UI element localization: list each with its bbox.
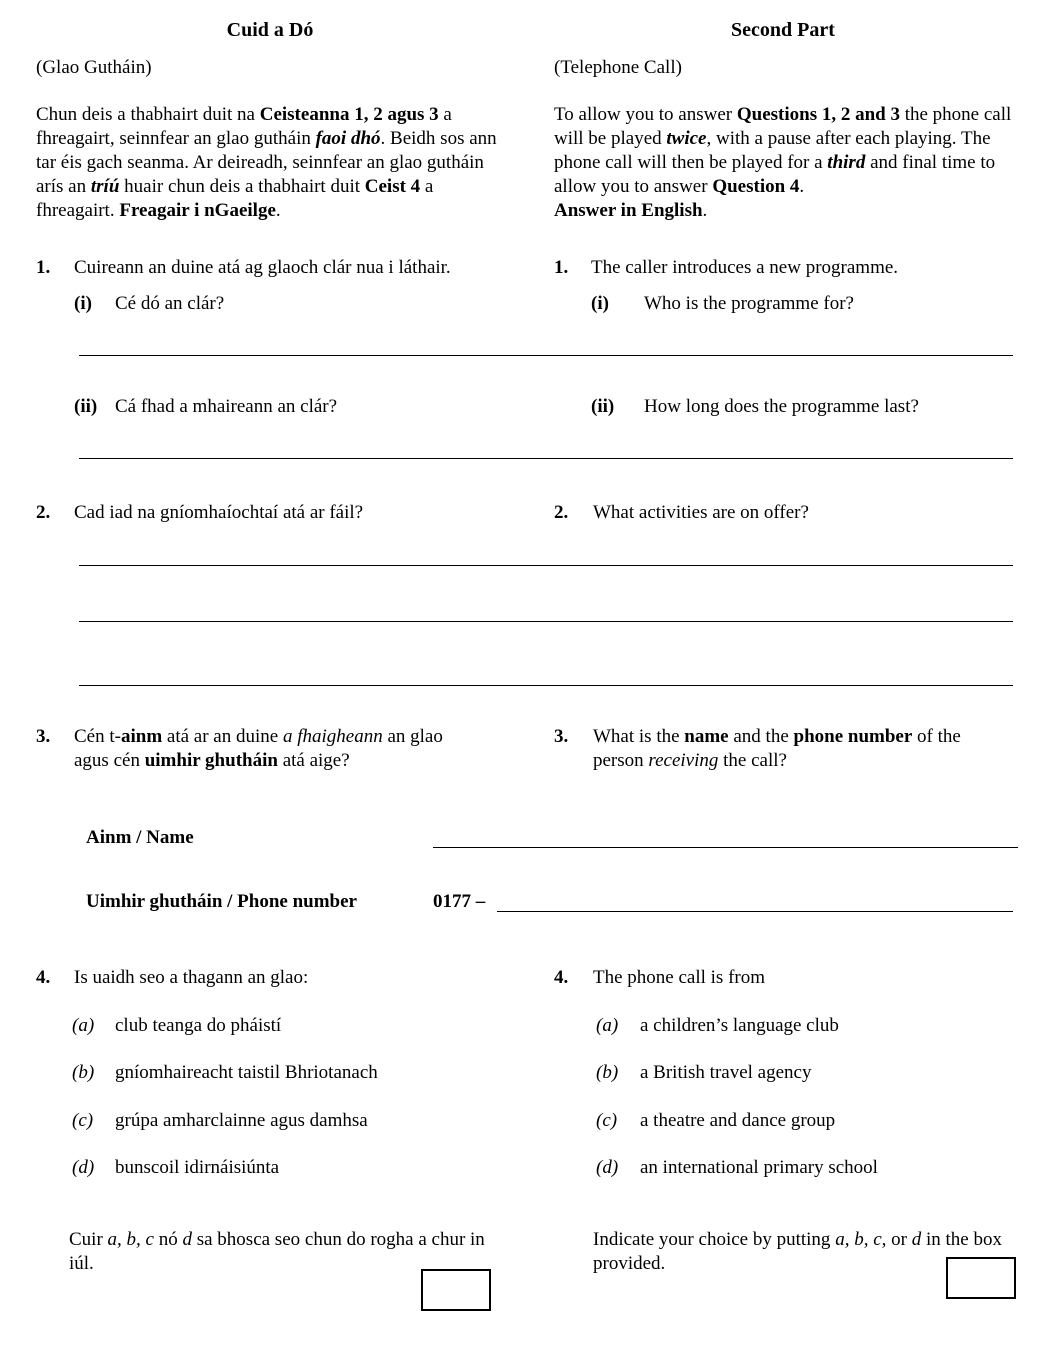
right-section-title: Second Part	[731, 19, 835, 41]
name-answer-line[interactable]	[433, 847, 1018, 848]
right-instructions: To allow you to answer Questions 1, 2 and 3 the phone call will be played twice, with a pause after each playing. The phone call will then be played for a third and final time to allow you to answer Question 4. Answer in English.	[554, 104, 1012, 221]
left-option-a-text: club teanga do pháistí	[115, 1015, 282, 1036]
q2-answer-line-1[interactable]	[79, 565, 1013, 566]
phone-field-label: Uimhir ghutháin / Phone number	[86, 891, 357, 912]
right-option-d-label: (d)	[596, 1157, 619, 1178]
right-option-d-text: an international primary school	[640, 1157, 878, 1178]
left-q1-i-text: Cé dó an clár?	[115, 293, 225, 314]
right-q3-number: 3.	[554, 726, 569, 747]
right-option-c-text: a theatre and dance group	[640, 1110, 836, 1131]
right-q1-number: 1.	[554, 257, 569, 278]
right-q1-i-label: (i)	[591, 293, 609, 314]
left-option-d-label: (d)	[72, 1157, 95, 1178]
left-option-b-label: (b)	[72, 1062, 95, 1083]
right-q2-number: 2.	[554, 502, 569, 523]
right-q1-ii-text: How long does the programme last?	[644, 396, 919, 417]
right-q2-text: What activities are on offer?	[593, 502, 809, 523]
right-option-c-label: (c)	[596, 1110, 618, 1131]
left-choice-instructions: Cuir a, b, c nó d sa bhosca seo chun do rogha a chur in iúl.	[69, 1229, 485, 1274]
left-instructions: Chun deis a thabhairt duit na Ceisteanna 1, 2 agus 3 a fhreagairt, seinnfear an glao gutháin faoi dhó. Beidh sos ann tar éis gach seanma. Ar deireadh, seinnfear an glao gutháin arís an tríú huair chun deis a thabhairt duit Ceist 4 a fhreagairt. Freagair i nGaeilge.	[36, 104, 497, 221]
right-option-a-label: (a)	[596, 1015, 619, 1036]
left-section-subtitle: (Glao Gutháin)	[36, 57, 152, 78]
q2-answer-line-2[interactable]	[79, 621, 1013, 622]
right-section-subtitle: (Telephone Call)	[554, 57, 682, 78]
left-q2-text: Cad iad na gníomhaíochtaí atá ar fáil?	[74, 502, 364, 523]
name-field-label: Ainm / Name	[86, 827, 194, 848]
left-q1-text: Cuireann an duine atá ag glaoch clár nua i láthair.	[74, 257, 451, 278]
right-q3-text: What is the name and the phone number of the person receiving the call?	[593, 726, 961, 771]
left-option-c-label: (c)	[72, 1110, 94, 1131]
left-q1-i-label: (i)	[74, 293, 92, 314]
left-option-a-label: (a)	[72, 1015, 95, 1036]
right-option-a-text: a children’s language club	[640, 1015, 839, 1036]
q2-answer-line-3[interactable]	[79, 685, 1013, 686]
left-q3-number: 3.	[36, 726, 51, 747]
left-q1-ii-label: (ii)	[74, 396, 98, 417]
right-answer-box[interactable]	[946, 1257, 1016, 1299]
phone-prefix: 0177 –	[433, 891, 486, 912]
left-q2-number: 2.	[36, 502, 51, 523]
left-q1-ii-text: Cá fhad a mhaireann an clár?	[115, 396, 338, 417]
left-option-c-text: grúpa amharclainne agus damhsa	[115, 1110, 368, 1131]
phone-answer-line[interactable]	[497, 911, 1013, 912]
left-option-b-text: gníomhaireacht taistil Bhriotanach	[115, 1062, 378, 1083]
left-option-d-text: bunscoil idirnáisiúnta	[115, 1157, 280, 1178]
left-q4-number: 4.	[36, 967, 51, 988]
right-q4-number: 4.	[554, 967, 569, 988]
left-q1-number: 1.	[36, 257, 51, 278]
right-choice-instructions: Indicate your choice by putting a, b, c, or d in the box provided.	[593, 1229, 1002, 1274]
q1-ii-answer-line[interactable]	[79, 458, 1013, 459]
right-option-b-label: (b)	[596, 1062, 619, 1083]
left-q3-text: Cén t-ainm atá ar an duine a fhaigheann an glao agus cén uimhir ghutháin atá aige?	[74, 726, 443, 771]
left-section-title: Cuid a Dó	[226, 19, 314, 41]
q1-i-answer-line[interactable]	[79, 355, 1013, 356]
left-answer-box[interactable]	[421, 1269, 491, 1311]
right-q1-text: The caller introduces a new programme.	[591, 257, 899, 278]
right-q1-ii-label: (ii)	[591, 396, 615, 417]
left-q4-text: Is uaidh seo a thagann an glao:	[74, 967, 309, 988]
right-option-b-text: a British travel agency	[640, 1062, 812, 1083]
right-q1-i-text: Who is the programme for?	[644, 293, 854, 314]
right-q4-text: The phone call is from	[593, 967, 766, 988]
